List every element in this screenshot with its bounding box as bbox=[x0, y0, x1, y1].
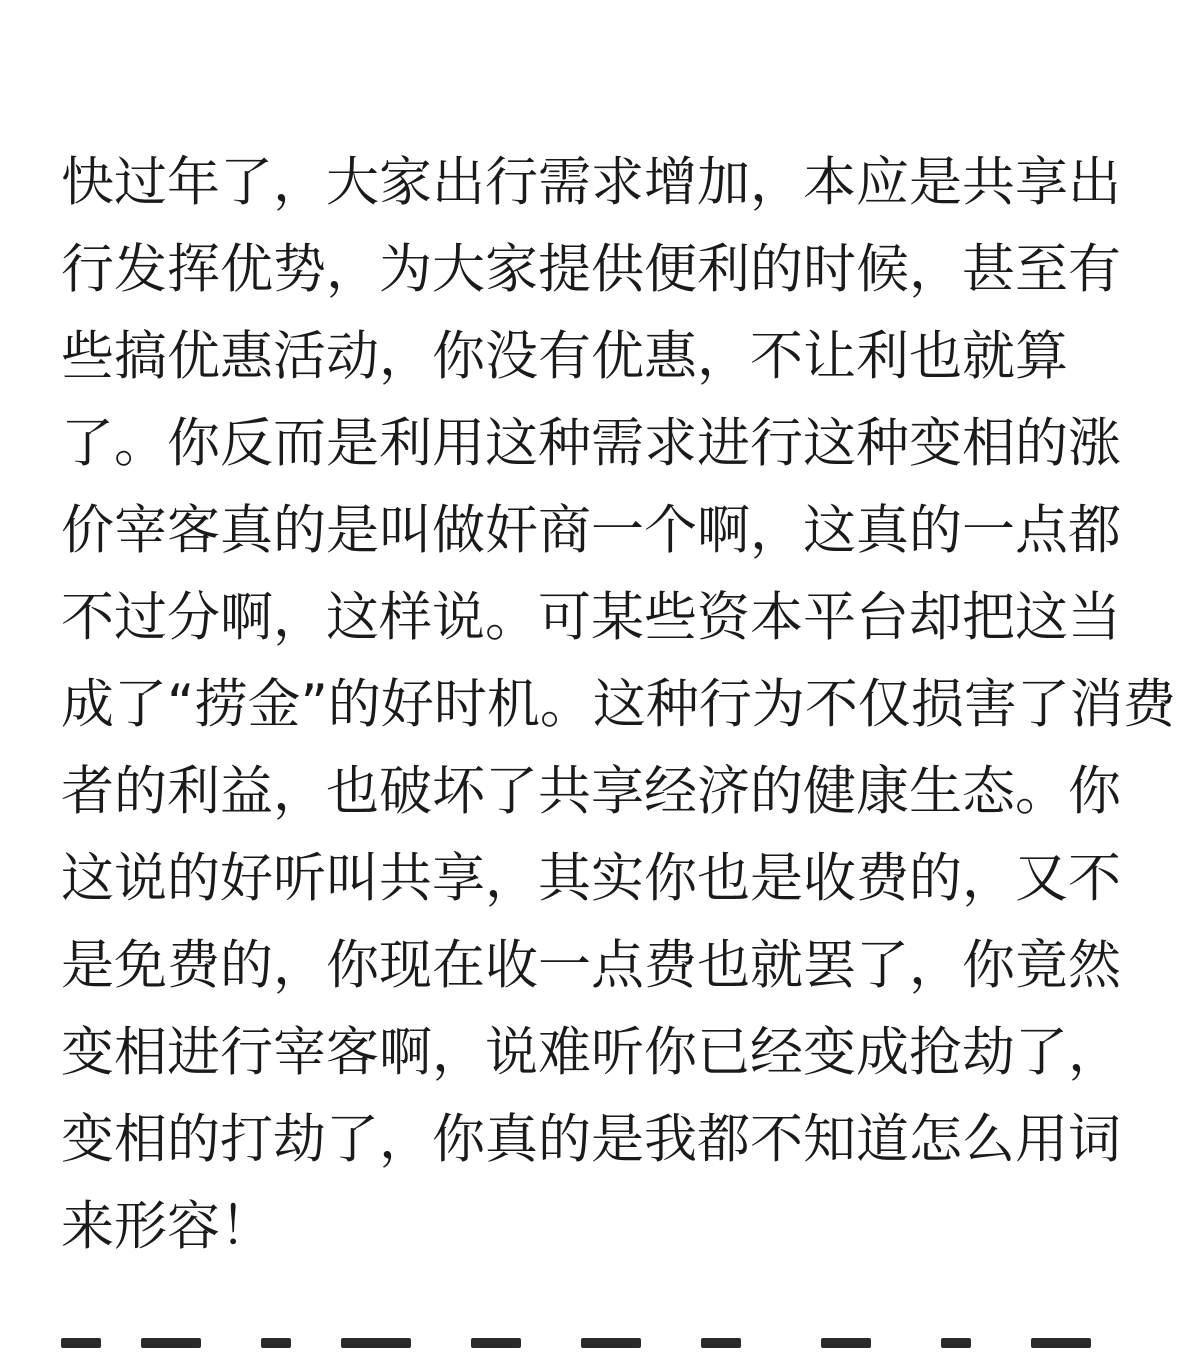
post-line: 快过年了，大家出行需求增加，本应是共享出 bbox=[61, 152, 1121, 213]
post-line: 了。你反而是利用这种需求进行这种变相的涨 bbox=[61, 413, 1121, 474]
cut-off-text-fragment bbox=[701, 1338, 741, 1348]
cut-off-text-fragment bbox=[471, 1338, 521, 1348]
post-line: 不过分啊，这样说。可某些资本平台却把这当 bbox=[61, 587, 1121, 648]
cut-off-text-fragment bbox=[581, 1338, 641, 1348]
cut-off-text-fragment bbox=[821, 1338, 871, 1348]
post-line: 成了“捞金”的好时机。这种行为不仅损害了消费 bbox=[61, 674, 1176, 735]
post-line: 这说的好听叫共享，其实你也是收费的，又不 bbox=[61, 848, 1121, 909]
post-line: 行发挥优势，为大家提供便利的时候，甚至有 bbox=[61, 239, 1121, 300]
cut-off-text-fragment bbox=[261, 1338, 291, 1348]
cut-off-text-fragment bbox=[61, 1338, 101, 1348]
post-line: 者的利益，也破坏了共享经济的健康生态。你 bbox=[61, 761, 1121, 822]
post-body bbox=[61, 139, 1176, 1270]
post-line: 变相进行宰客啊，说难听你已经变成抢劫了， bbox=[61, 1022, 1121, 1083]
post-line: 来形容！ bbox=[61, 1196, 273, 1257]
post-line: 变相的打劫了，你真的是我都不知道怎么用词 bbox=[61, 1109, 1121, 1170]
post-line: 价宰客真的是叫做奸商一个啊，这真的一点都 bbox=[61, 500, 1121, 561]
post-line: 是免费的，你现在收一点费也就罢了，你竟然 bbox=[61, 935, 1121, 996]
post-line: 些搞优惠活动，你没有优惠，不让利也就算 bbox=[61, 326, 1068, 387]
cut-off-text-fragment bbox=[141, 1338, 201, 1348]
cut-off-text-fragment bbox=[1031, 1338, 1091, 1348]
cut-off-next-paragraph bbox=[61, 1320, 1121, 1360]
cut-off-text-fragment bbox=[941, 1338, 971, 1348]
cut-off-text-fragment bbox=[341, 1338, 411, 1348]
